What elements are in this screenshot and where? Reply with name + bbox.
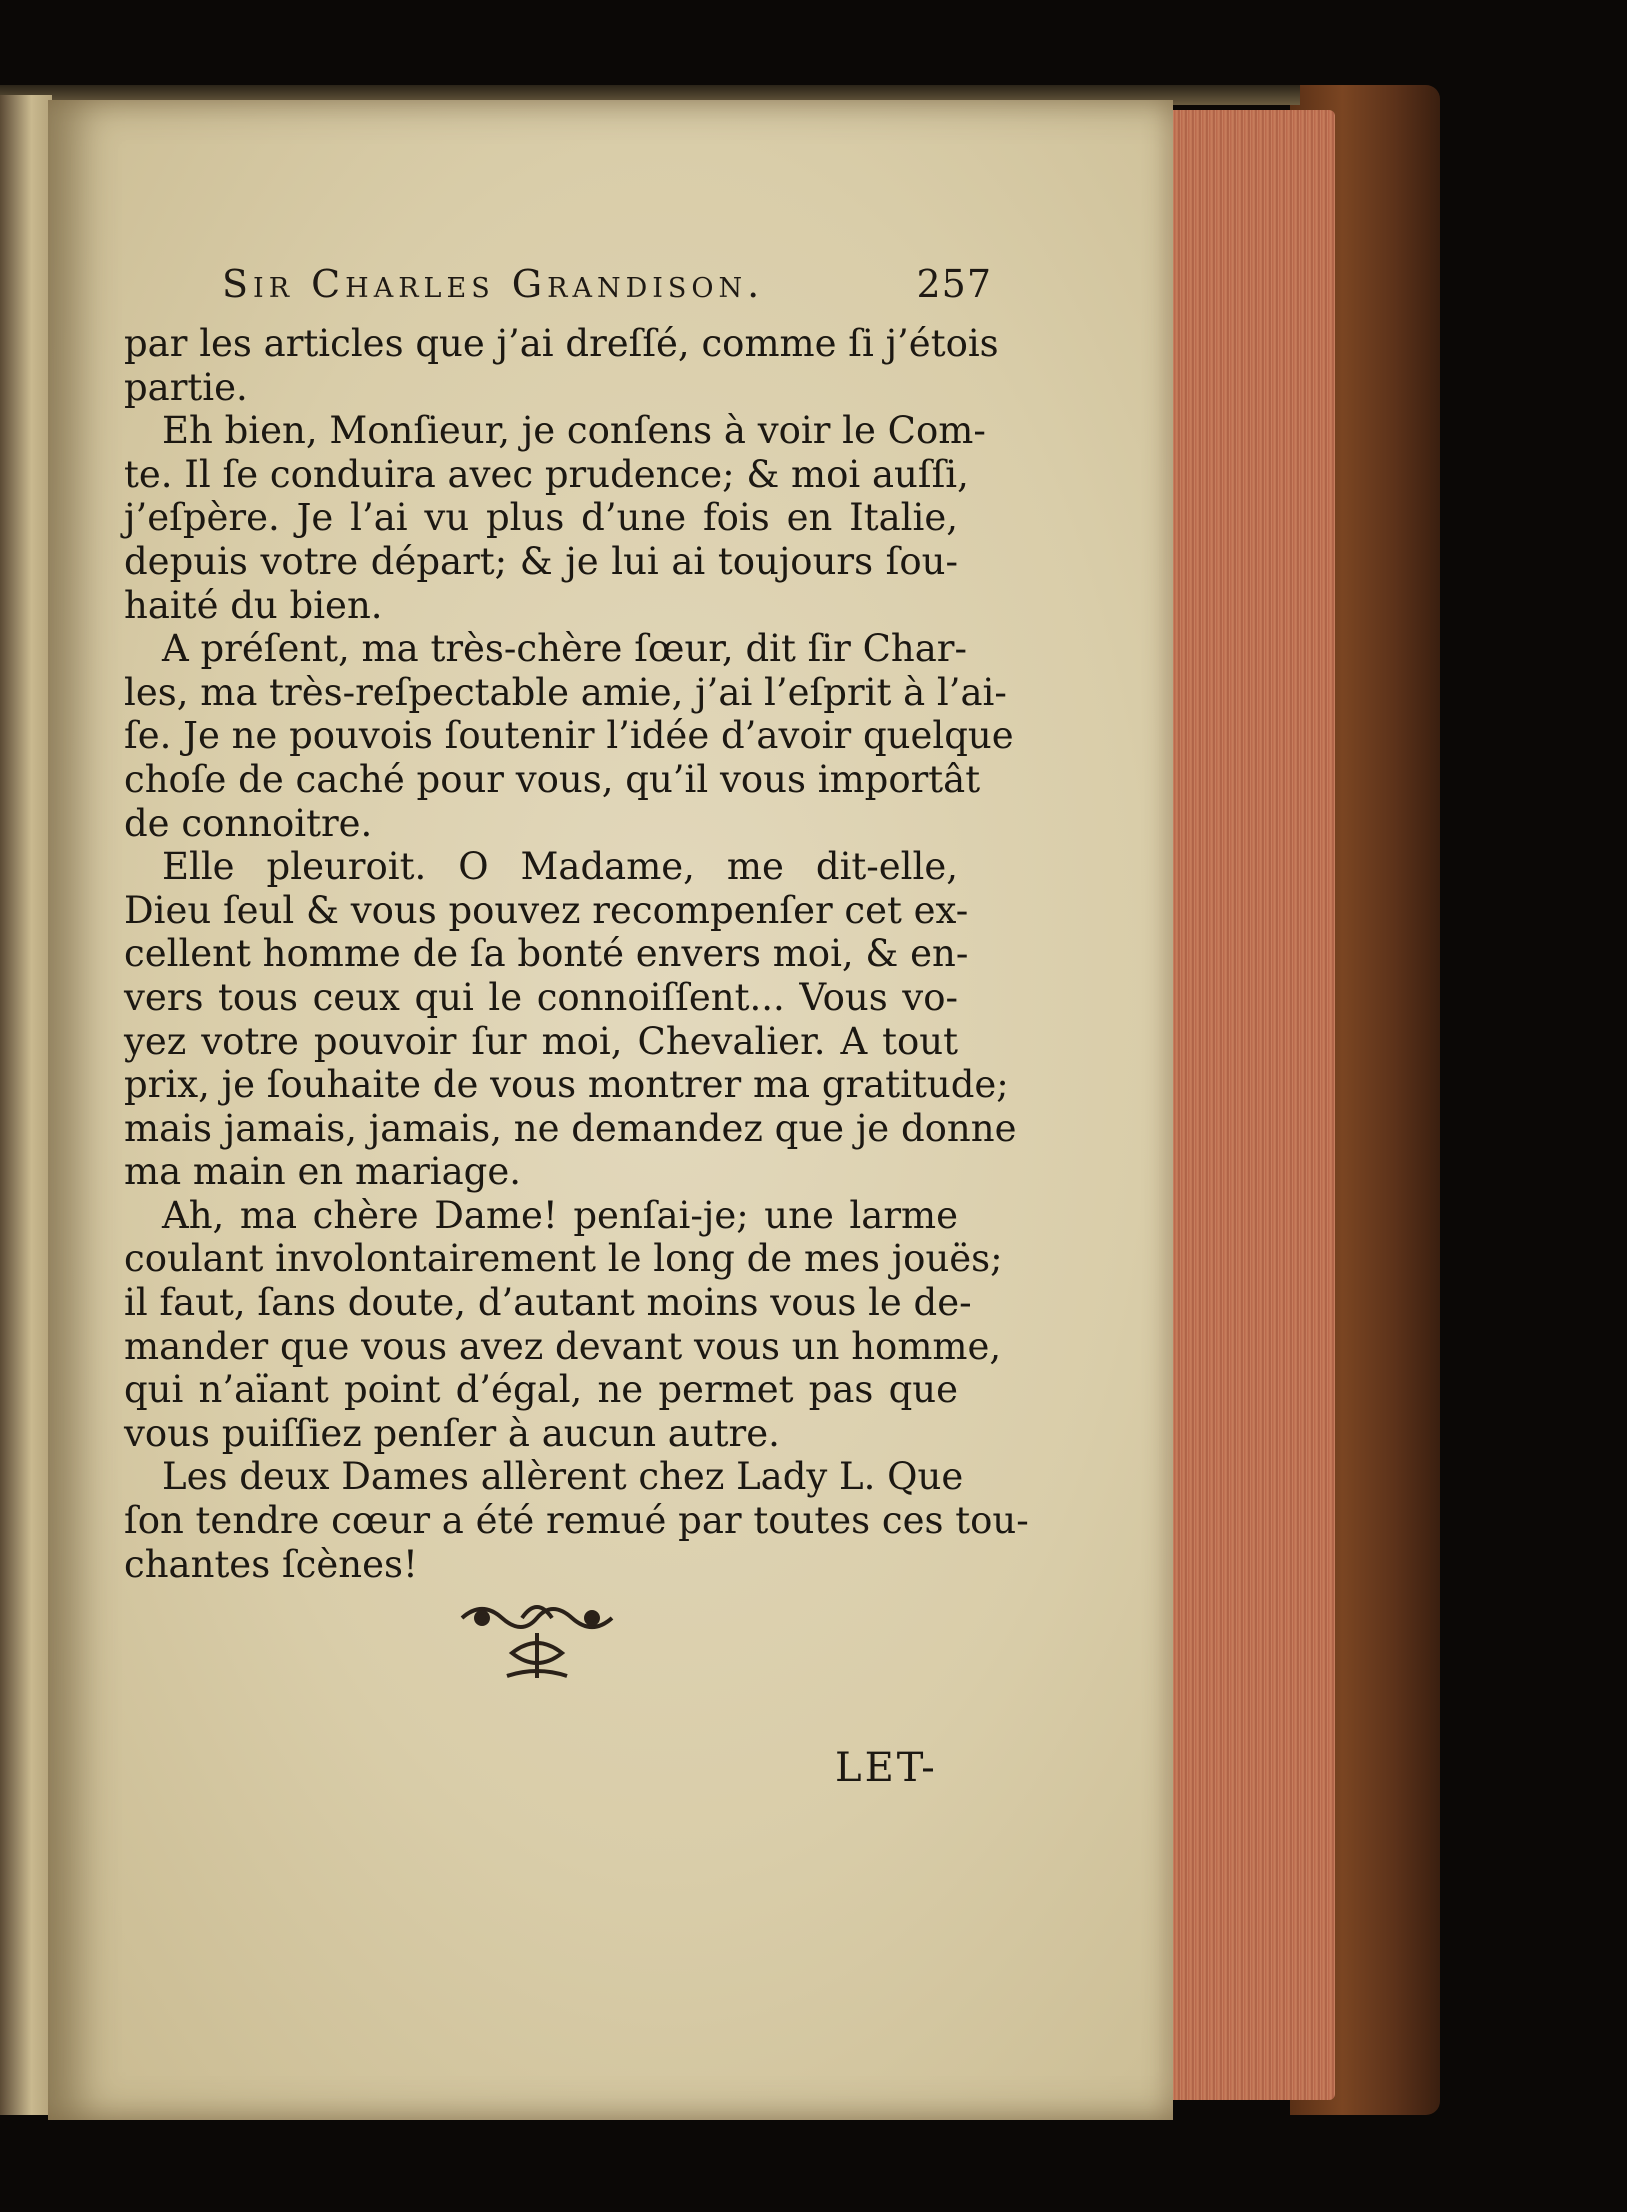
text-line: depuis votre départ; & je lui ai toujours ſou- [124, 539, 958, 583]
text-line: cellent homme de ſa bonté envers moi, & en- [124, 932, 969, 976]
left-page-sliver [0, 95, 52, 2115]
running-header [222, 262, 992, 322]
text-line: ſon tendre cœur a été remué par toutes ces tou- [124, 1499, 1029, 1543]
text-line: mander que vous avez devant vous un homme, [124, 1324, 1002, 1368]
body-text [124, 322, 1029, 1586]
text-line: il faut, ſans doute, d’autant moins vous le de- [124, 1281, 972, 1325]
text-line: ma main en mariage. [124, 1150, 522, 1194]
printer-ornament-icon [452, 1588, 622, 1688]
text-line: choſe de caché pour vous, qu’il vous importât [124, 757, 981, 801]
text-line: haité du bien. [124, 583, 383, 627]
page-number: 257 [916, 262, 992, 306]
text-line: par les articles que j’ai dreſſé, comme ſi j’étois [124, 322, 999, 365]
text-line: les, ma très-reſpectable amie, j’ai l’eſprit à l’ai- [124, 670, 1007, 714]
text-line: mais jamais, jamais, ne demandez que je donne [124, 1106, 1017, 1150]
running-title: Sir Charles Grandison. [222, 262, 765, 306]
red-page-edges [1160, 110, 1335, 2100]
text-line: vers tous ceux qui le connoiſſent... Vous vo- [124, 975, 958, 1019]
text-line: coulant involontairement le long de mes jouës; [124, 1237, 1003, 1281]
text-line: te. Il ſe conduira avec prudence; & moi auſſi, [124, 452, 969, 496]
text-line: de connoitre. [124, 801, 373, 845]
text-line: Elle pleuroit. O Madame, me dit-elle, [162, 845, 958, 889]
text-line: qui n’aïant point d’égal, ne permet pas que [124, 1368, 958, 1412]
text-line: Eh bien, Monſieur, je conſens à voir le Com- [162, 409, 986, 453]
text-line: A préſent, ma très-chère ſœur, dit ſir Char- [162, 627, 967, 671]
text-line: Dieu ſeul & vous pouvez recompenſer cet ex- [124, 888, 969, 932]
text-line: vous puiſſiez penſer à aucun autre. [124, 1411, 780, 1455]
text-line: Ah, ma chère Dame! penſai-je; une larme [162, 1193, 958, 1237]
text-line: j’eſpère. Je l’ai vu plus d’une fois en Italie, [124, 496, 958, 540]
text-line: ſe. Je ne pouvois ſoutenir l’idée d’avoir quelque [124, 714, 1014, 758]
text-line: Les deux Dames allèrent chez Lady L. Que [162, 1455, 964, 1499]
text-line: partie. [124, 365, 248, 409]
text-line: yez votre pouvoir ſur moi, Chevalier. A tout [124, 1019, 958, 1063]
text-line: chantes ſcènes! [124, 1542, 418, 1586]
catchword: LET- [835, 1745, 938, 1791]
text-line: prix, je ſouhaite de vous montrer ma gratitude; [124, 1063, 1009, 1107]
